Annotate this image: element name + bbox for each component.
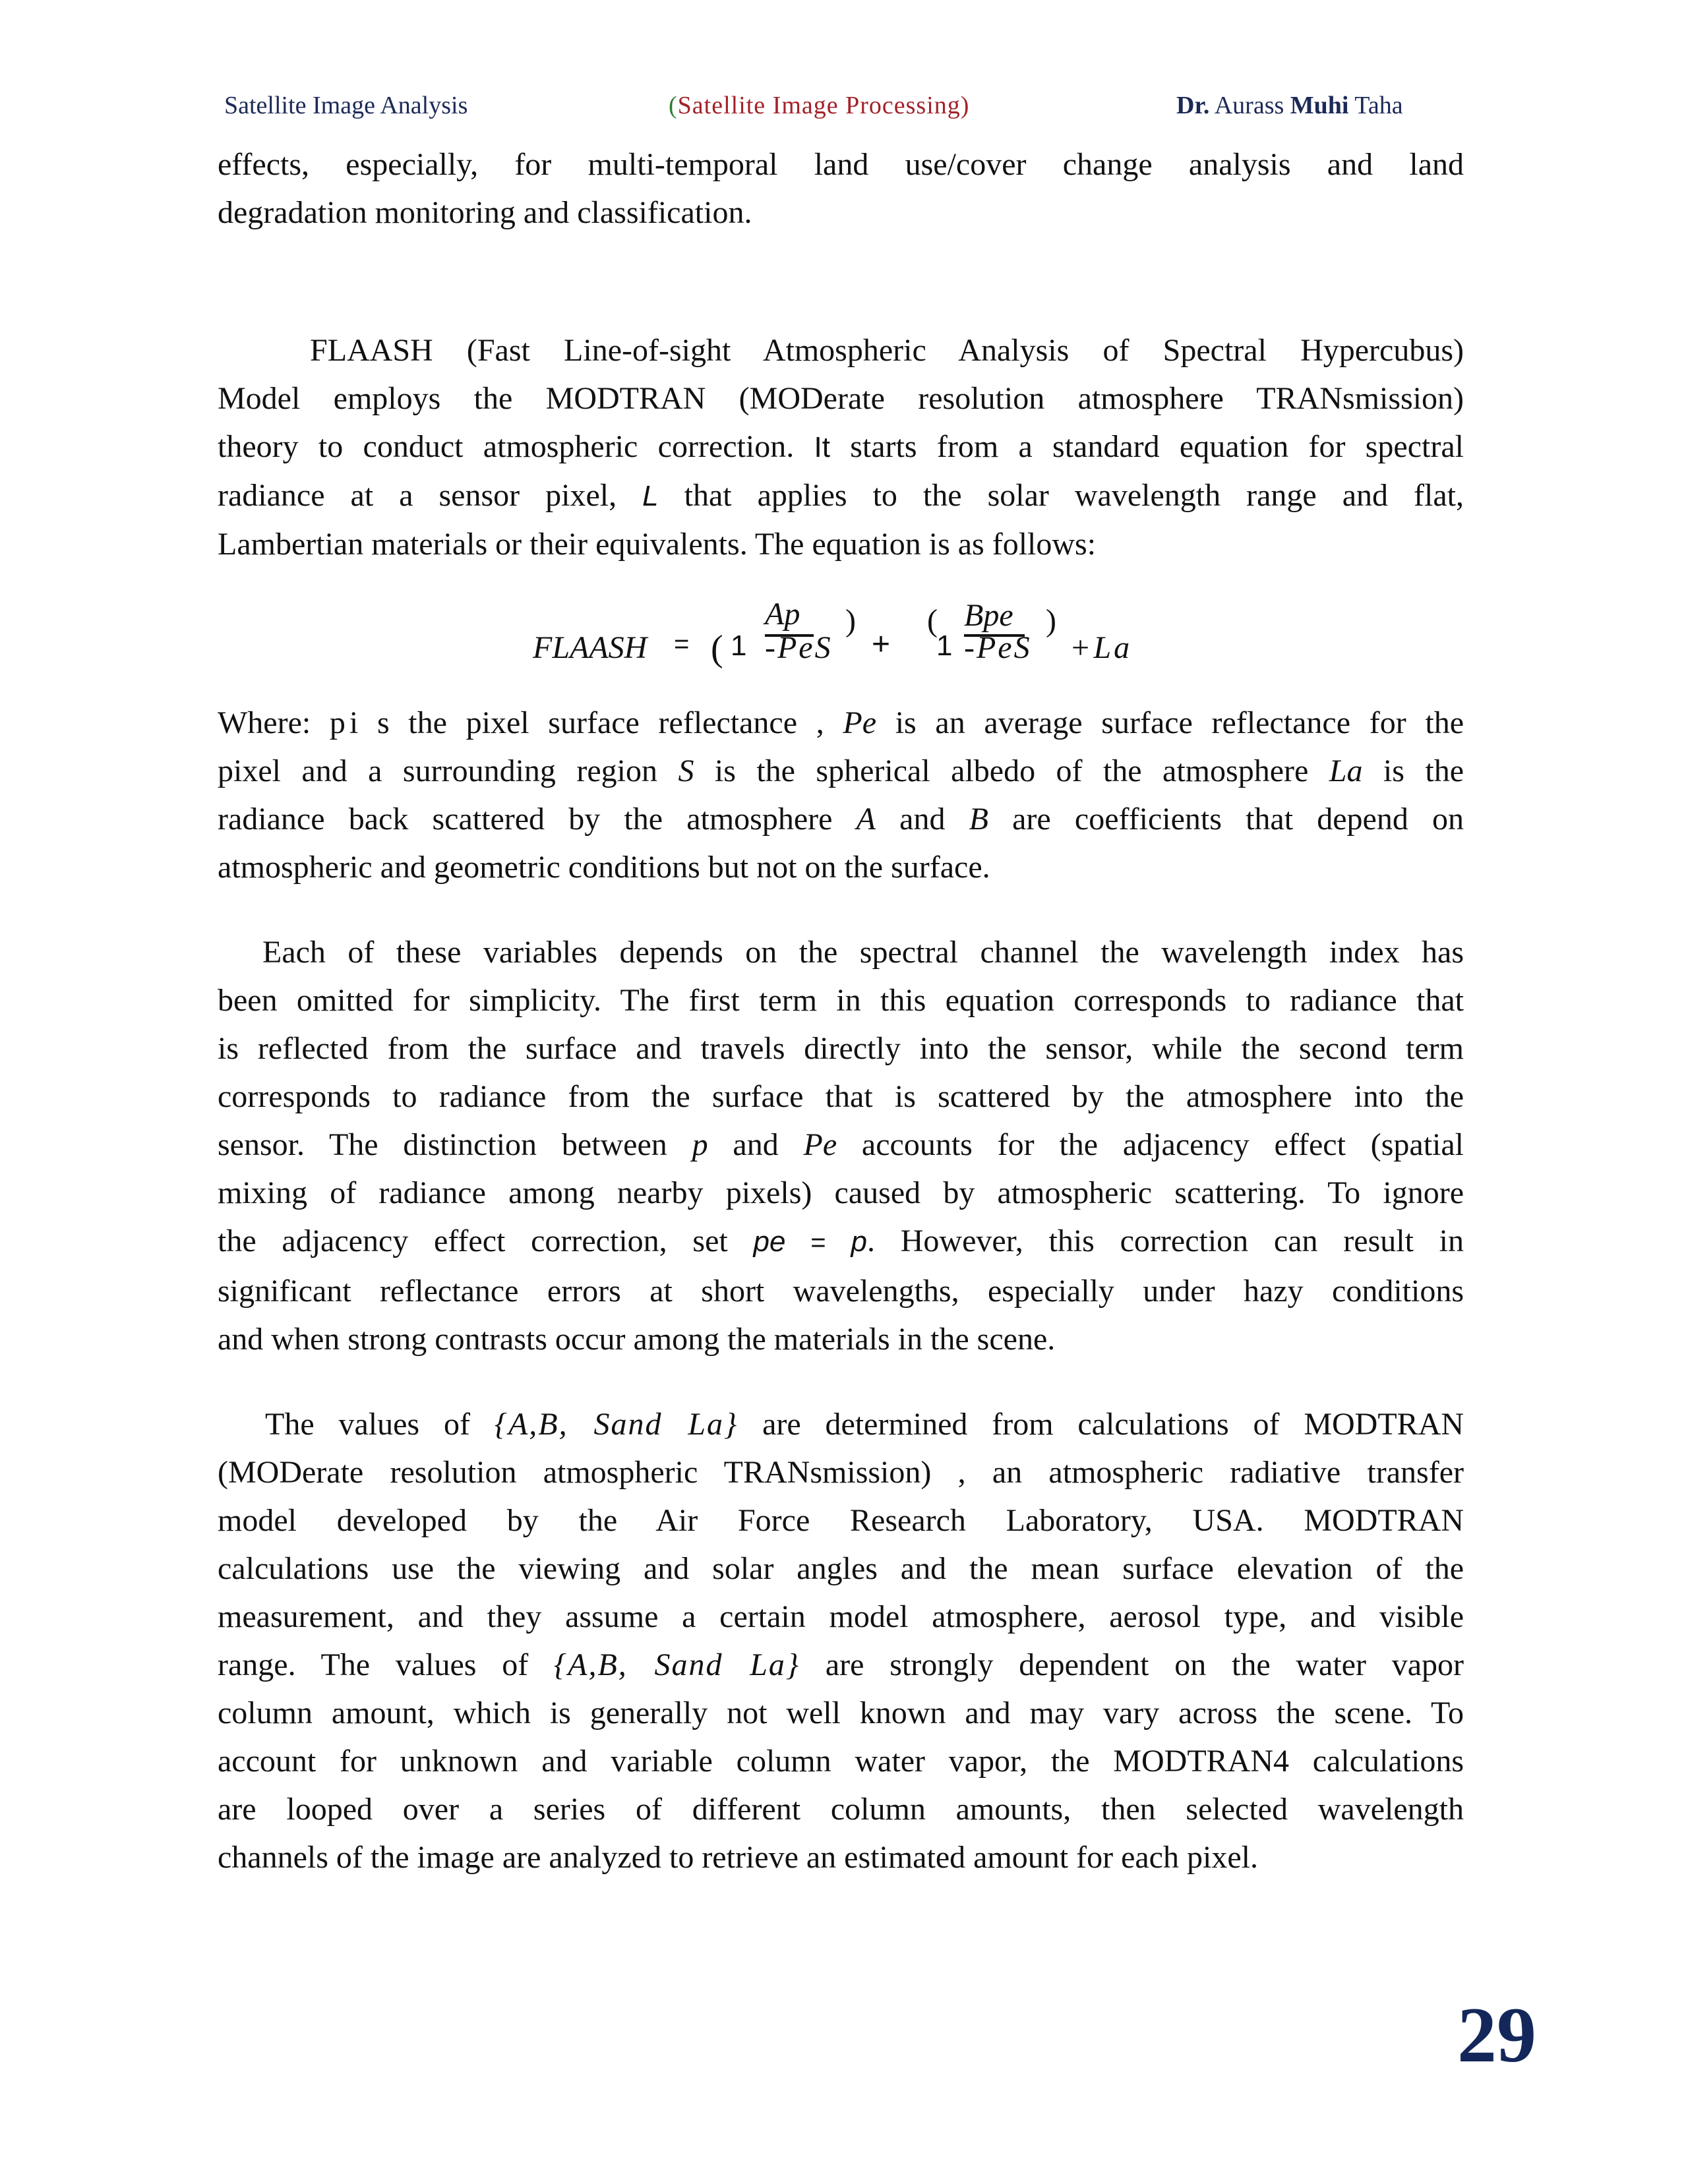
text-span: are determined from calculations of MODTRAN — [738, 1407, 1464, 1442]
var-set: {A,B, Sand La} — [553, 1647, 800, 1682]
header-book-title: Satellite Image Analysis — [224, 92, 468, 119]
text-line: account for unknown and variable column water vapor, the MODTRAN4 calculations — [218, 1744, 1464, 1779]
text-span: that applies to the solar wavelength range and flat, — [658, 478, 1464, 513]
text-line — [218, 471, 1464, 520]
var-S: S — [678, 753, 694, 788]
text-span: sensor. The distinction between — [218, 1127, 692, 1162]
text-span: . However, this correction can result in — [867, 1224, 1464, 1258]
text-span: and — [708, 1127, 804, 1162]
text-span: is the spherical albedo of the atmosphere — [694, 753, 1329, 788]
paragraph-modtran-values — [218, 1400, 1464, 1881]
paragraph-variable-definitions — [218, 699, 1464, 891]
text-line: corresponds to radiance from the surface that is scattered by the atmosphere into the — [218, 1079, 1464, 1114]
author-prefix: Dr. — [1176, 92, 1210, 119]
text-span: is the — [1362, 753, 1464, 788]
text-line: measurement, and they assume a certain model atmosphere, aerosol type, and visible — [218, 1599, 1464, 1634]
text-line: degradation monitoring and classification. — [218, 195, 752, 230]
text-span: Where: — [218, 705, 330, 740]
header-paren: ( — [669, 92, 678, 119]
flaash-equation — [0, 593, 1688, 679]
text-span: theory to conduct atmospheric correction. — [218, 429, 795, 464]
text-line: Lambertian materials or their equivalents. The equation is as follows: — [218, 527, 1097, 562]
author-first: Aurass — [1209, 92, 1290, 119]
var-Pe: Pe — [843, 705, 877, 740]
var-p: p — [851, 1225, 868, 1258]
paragraph-intro-continuation — [218, 140, 1464, 237]
text-span: are strongly dependent on the water vapor — [800, 1647, 1464, 1682]
header-chapter-title — [669, 91, 969, 120]
var-La: La — [1329, 753, 1363, 788]
text-line — [218, 795, 1464, 843]
text-line: calculations use the viewing and solar angles and the mean surface elevation of the — [218, 1551, 1464, 1586]
text-line — [218, 699, 1464, 747]
text-span: radiance at a sensor pixel, — [218, 478, 617, 513]
text-line: are looped over a series of different column amounts, then selected wavelength — [218, 1792, 1464, 1827]
eq-numerator-1: Ap — [765, 597, 800, 632]
text-line: model developed by the Air Force Research Laboratory, USA. MODTRAN — [218, 1503, 1464, 1538]
text-line: channels of the image are analyzed to retrieve an estimated amount for each pixel. — [218, 1840, 1258, 1875]
text-span: pixel and a surrounding region — [218, 753, 678, 788]
author-middle: Muhi — [1290, 92, 1349, 119]
text-line: Each of these variables depends on the spectral channel the wavelength index has — [262, 935, 1464, 970]
text-line: mixing of radiance among nearby pixels) caused by atmospheric scattering. To ignore — [218, 1175, 1464, 1210]
text-span: is an average surface reflectance for the — [876, 705, 1464, 740]
var-B: B — [969, 802, 988, 837]
text-span: are coefficients that depend on — [988, 802, 1464, 837]
text-span: range. The values of — [218, 1647, 554, 1682]
text-span: radiance back scattered by the atmosphere — [218, 802, 857, 837]
text-span: It — [814, 431, 830, 463]
page-header — [0, 91, 1688, 131]
eq-numerator-2: Bpe — [964, 598, 1013, 633]
text-line — [218, 423, 1464, 471]
text-line: significant reflectance errors at short wavelengths, especially under hazy conditions — [218, 1274, 1464, 1309]
text-line: atmospheric and geometric conditions but not on the surface. — [218, 850, 990, 885]
header-chapter-text: Satellite Image Processing) — [677, 92, 970, 119]
text-span: and — [875, 802, 969, 837]
text-line: is reflected from the surface and travels directly into the sensor, while the second term — [218, 1031, 1464, 1066]
eq-equals: = — [674, 630, 690, 659]
paragraph-adjacency-effect — [218, 928, 1464, 1363]
eq-one: 1 — [936, 630, 953, 662]
eq-denominator-2: -PeS — [964, 630, 1032, 665]
var-Pe: Pe — [803, 1127, 837, 1162]
paragraph-flaash-description — [218, 326, 1464, 568]
var-set: {A,B, Sand La} — [494, 1407, 738, 1442]
text-line — [218, 1400, 1464, 1448]
eq-close-paren: ) — [1046, 603, 1056, 638]
var-L: L — [642, 480, 659, 512]
text-span: accounts for the adjacency effect (spatial — [837, 1127, 1464, 1162]
text-line: and when strong contrasts occur among the materials in the scene. — [218, 1322, 1056, 1357]
var-p: p — [692, 1127, 708, 1162]
page-number: 29 — [1457, 1991, 1536, 2079]
text-line: been omitted for simplicity. The first term in this equation corresponds to radiance that — [218, 983, 1464, 1018]
var-A: A — [856, 802, 876, 837]
author-last: Taha — [1348, 92, 1403, 119]
eq-open-paren: ( — [927, 603, 938, 638]
text-span: i s the pixel surface reflectance , — [349, 705, 843, 740]
text-line: FLAASH (Fast Line-of-sight Atmospheric Analysis of Spectral Hypercubus) — [310, 333, 1464, 368]
eq-open-paren: ( — [711, 628, 723, 669]
text-span: starts from a standard equation for spectral — [829, 429, 1464, 464]
text-span: the adjacency effect correction, set — [218, 1224, 754, 1258]
eq-close-paren: ) — [845, 603, 856, 638]
eq-tail: +La — [1070, 630, 1133, 665]
text-line: Model employs the MODTRAN (MODerate resolution atmosphere TRANsmission) — [218, 381, 1464, 416]
var-pe: pe — [753, 1225, 786, 1258]
text-line: (MODerate resolution atmospheric TRANsmission) , an atmospheric radiative transfer — [218, 1455, 1464, 1490]
text-line — [218, 1121, 1464, 1169]
eq-lhs: FLAASH — [533, 630, 648, 665]
text-line — [218, 747, 1464, 795]
eq-plus: + — [872, 627, 891, 662]
text-line: effects, especially, for multi-temporal land use/cover change analysis and land — [218, 147, 1464, 182]
var-p: p — [329, 705, 349, 740]
text-line — [218, 1641, 1464, 1689]
eq-one: 1 — [731, 630, 747, 662]
header-author — [1176, 91, 1403, 120]
equals-sign: = — [785, 1228, 851, 1257]
text-line — [218, 1217, 1464, 1267]
text-line: column amount, which is generally not well known and may vary across the scene. To — [218, 1696, 1464, 1730]
eq-denominator-1: -PeS — [765, 630, 833, 665]
text-span: The values of — [265, 1407, 495, 1442]
